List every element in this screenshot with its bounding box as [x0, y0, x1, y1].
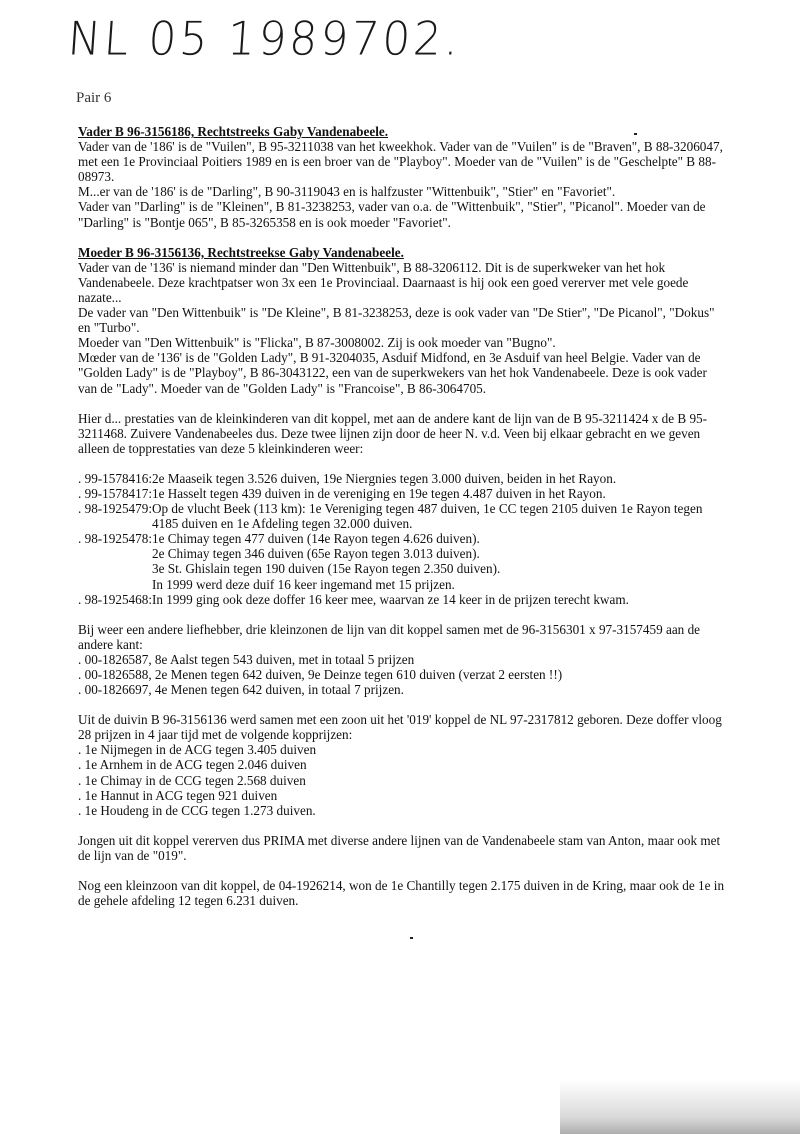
vader-section [78, 124, 728, 230]
closing-section [78, 878, 728, 908]
doffer-section [78, 712, 728, 818]
closing-paragraph: Jongen uit dit koppel vererven dus PRIMA met diverse andere lijnen van de Vandenabeele stam van Anton, maar ook met de lijn van de "019". [78, 832, 721, 863]
list-item: . 1e Hannut in ACG tegen 921 duiven [78, 787, 278, 803]
record-id: . 99-1578416: [78, 470, 152, 486]
record-text-block [152, 531, 728, 591]
kleinzonen-section [78, 622, 728, 697]
vader-heading: Vader B 96-3156186, Rechtstreeks Gaby Vandenabeele. [78, 124, 389, 139]
moeder-paragraph: Moeder van "Den Wittenbuik" is "Flicka", B 87-3008002. Zij is ook moeder van "Bugno". [78, 335, 556, 351]
list-item: . 1e Houdeng in de CCG tegen 1.273 duiven. [78, 802, 316, 818]
doffer-intro: Uit de duivin B 96-3156136 werd samen met een zoon uit het '019' koppel de NL 97-2317812 geboren. Deze doffer vloog 28 prijzen in 4 jaar tijd met de volgende kopprijzen: [78, 712, 722, 743]
moeder-section [78, 245, 728, 396]
list-item: . 1e Nijmegen in de ACG tegen 3.405 duiven [78, 742, 317, 758]
pair-label: Pair 6 [76, 90, 112, 106]
record-id: . 99-1578417: [78, 485, 152, 501]
scan-speck [410, 937, 413, 939]
record-row [78, 486, 728, 501]
list-item: . 00-1826697, 4e Menen tegen 642 duiven, in totaal 7 prijzen. [78, 682, 404, 698]
record-id: . 98-1925479: [78, 501, 152, 517]
list-item: . 1e Arnhem in de ACG tegen 2.046 duiven [78, 757, 307, 773]
moeder-paragraph: Mœder van de '136' is de "Golden Lady", B 91-3204035, Asduif Midfond, en 3e Asduif van heel Belgie. Vader van de "Golden Lady" is de "Playboy", B 86-3043122, een van de superkwekers van het hok Vandenabeele. Deze is ook vader van de "Lady". Moeder van de "Golden Lady" is "Francoise", B 86-3064705. [78, 350, 707, 396]
list-item: . 1e Chimay in de CCG tegen 2.568 duiven [78, 772, 306, 788]
kleinkinderen-intro: Hier d... prestaties van de kleinkinderen van dit koppel, met aan de andere kant de lijn van de B 95-3211424 x de B 95-3211468. Zuivere Vandenabeeles dus. Deze twee lijnen zijn door de heer N. v.d. Veen bij elkaar gebracht en we geven alleen de topprestaties van deze 5 kleinkinderen weer: [78, 410, 708, 456]
record-text: 1e Hasselt tegen 439 duiven in de vereniging en 19e tegen 4.487 duiven in het Rayon. [152, 485, 606, 501]
record-text: 1e Chimay tegen 477 duiven (14e Rayon tegen 4.626 duiven). [152, 531, 480, 547]
record-text: 3e St. Ghislain tegen 190 duiven (15e Rayon tegen 2.350 duiven). [152, 561, 501, 577]
record-text: Op de vlucht Beek (113 km): 1e Vereniging tegen 487 duiven, 1e CC tegen 2105 duiven 1e Rayon tegen 4185 duiven en 1e Afdeling tegen 32.000 duiven. [152, 501, 703, 532]
moeder-heading: Moeder B 96-3156136, Rechtstreekse Gaby Vandenabeele. [78, 244, 404, 260]
vader-paragraph: Vader van de '186' is de "Vuilen", B 95-3211038 van het kweekhok. Vader van de "Vuilen" is de "Braven", B 88-3206047, met een 1e Provinciaal Poitiers 1989 en is een broer van de "Playboy". Moeder van de "Vuilen" is de "Geschelpte" B 88-08973. [78, 139, 723, 185]
record-id: . 98-1925478: [78, 531, 152, 547]
record-text: 2e Chimay tegen 346 duiven (65e Rayon tegen 3.013 duiven). [152, 546, 480, 562]
kleinzonen-intro: Bij weer een andere liefhebber, drie kleinzonen de lijn van dit koppel samen met de 96-3156301 x 97-3157459 aan de andere kant: [78, 621, 701, 652]
closing-paragraph: Nog een kleinzoon van dit koppel, de 04-1926214, won de 1e Chantilly tegen 2.175 duiven in de Kring, maar ook de 1e in de gehele afdeling 12 tegen 6.231 duiven. [78, 878, 725, 909]
closing-section [78, 833, 728, 863]
vader-paragraph: M...er van de '186' is de "Darling", B 90-3119043 en is halfzuster "Wittenbuik", "Stier" en "Favoriet". [78, 184, 616, 200]
list-item: . 00-1826588, 2e Menen tegen 642 duiven, 9e Deinze tegen 610 duiven (verzat 2 eersten !!) [78, 667, 563, 682]
moeder-paragraph: De vader van "Den Wittenbuik" is "De Kleine", B 81-3238253, deze is ook vader van "De Stier", "De Picanol", "Dokus" en "Turbo". [78, 305, 715, 336]
record-row [78, 471, 728, 486]
list-item: . 00-1826587, 8e Aalst tegen 543 duiven, met in totaal 5 prijzen [78, 651, 415, 667]
moeder-paragraph: Vader van de '136' is niemand minder dan "Den Wittenbuik", B 88-3206112. Dit is de superkweker van het hok Vandenabeele. Deze krachtpatser won 3x een 1e Provinciaal. Daarnaast is hij ook een goed vererver met vele goede nazate... [78, 259, 689, 305]
record-text: In 1999 ging ook deze doffer 16 keer mee, waarvan ze 14 keer in de prijzen terecht kwam. [152, 591, 629, 607]
document-body [78, 124, 728, 923]
kleinkinderen-section [78, 411, 728, 607]
record-text: 2e Maaseik tegen 3.526 duiven, 19e Niergnies tegen 3.000 duiven, beiden in het Rayon. [152, 470, 617, 486]
vader-paragraph: Vader van "Darling" is de "Kleinen", B 81-3238253, vader van o.a. de "Wittenbuik", "Stier", "Picanol". Moeder van de "Darling" is "Bontje 065", B 85-3265358 en is ook moeder "Favoriet". [78, 199, 706, 230]
record-row [78, 592, 728, 607]
handwritten-reference: NL 05 1989702. [66, 12, 464, 67]
record-id: . 98-1925468: [78, 591, 152, 607]
record-row [78, 501, 728, 531]
record-text: In 1999 werd deze duif 16 keer ingemand met 15 prijzen. [152, 576, 455, 592]
record-row [78, 531, 728, 591]
scan-shadow [560, 1080, 800, 1134]
scan-speck [634, 133, 637, 135]
